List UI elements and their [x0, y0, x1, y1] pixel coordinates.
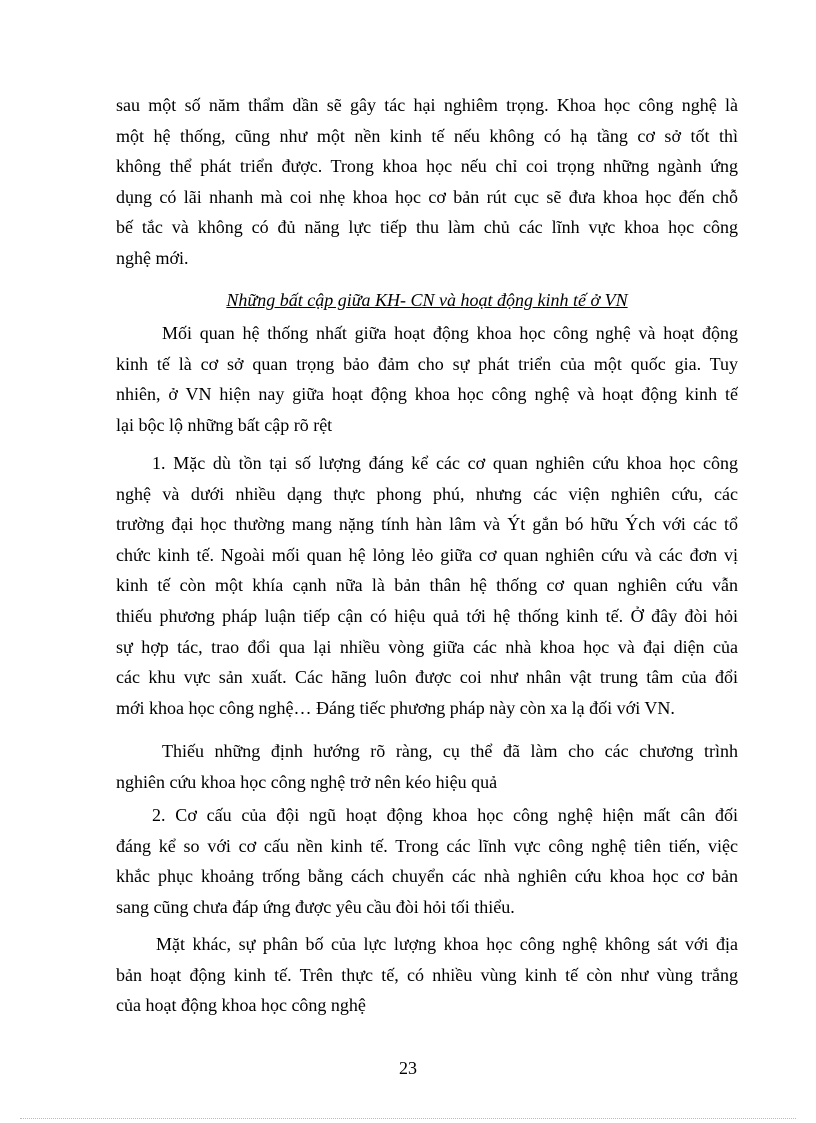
- text-line: kinh tế là cơ sở quan trọng bảo đảm cho sự phát triển của một quốc gia. Tuy: [116, 353, 738, 374]
- text-line: mới khoa học công nghệ… Đáng tiếc phương pháp này còn xa lạ đối với VN.: [116, 697, 675, 718]
- text-line: khắc phục khoảng trống bằng cách chuyển các nhà nghiên cứu khoa học cơ bản: [116, 866, 738, 887]
- paragraph-2: [116, 318, 738, 440]
- footer-divider: [20, 1118, 796, 1119]
- page-number: 23: [399, 1058, 417, 1078]
- text-line: sang cũng chưa đáp ứng được yêu cầu đòi hỏi tối thiểu.: [116, 896, 515, 917]
- paragraph-3: [116, 448, 738, 723]
- text-line: Mối quan hệ thống nhất giữa hoạt động khoa học công nghệ và hoạt động: [162, 323, 738, 343]
- text-line: kinh tế còn một khía cạnh nữa là bản thân hệ thống cơ quan nghiên cứu vẫn: [116, 575, 738, 596]
- section-heading: Những bất cập giữa KH- CN và hoạt động kinh tế ở VN: [226, 290, 628, 310]
- text-line: một hệ thống, cũng như một nền kinh tế nếu không có hạ tầng cơ sở tốt thì: [116, 125, 738, 146]
- text-line: Thiếu những định hướng rõ ràng, cụ thể đã làm cho các chương trình: [162, 741, 738, 761]
- text-line: sau một số năm thẩm dần sẽ gây tác hại nghiêm trọng. Khoa học công nghệ là: [116, 95, 738, 115]
- text-line: của hoạt động khoa học công nghệ: [116, 995, 366, 1016]
- text-line: sự hợp tác, trao đổi qua lại nhiều vòng giữa các nhà khoa học và đại diện của: [116, 636, 738, 657]
- text-line: chức kinh tế. Ngoài mối quan hệ lỏng lẻo giữa cơ quan nghiên cứu và các đơn vị: [116, 544, 738, 565]
- paragraph-1: [116, 90, 738, 274]
- paragraph-5: [116, 800, 738, 922]
- text-line: nhiên, ở VN hiện nay giữa hoạt động khoa học công nghệ và hoạt động kinh tế: [116, 384, 738, 405]
- text-line: Mặt khác, sự phân bố của lực lượng khoa học công nghệ không sát với địa: [156, 934, 738, 954]
- text-line: 1. Mặc dù tồn tại số lượng đáng kể các cơ quan nghiên cứu khoa học công: [152, 453, 738, 473]
- text-line: 2. Cơ cấu của đội ngũ hoạt động khoa học công nghệ hiện mất cân đối: [152, 805, 738, 825]
- text-line: không thể phát triển được. Trong khoa học nếu chỉ coi trọng những ngành ứng: [116, 156, 738, 177]
- text-line: lại bộc lộ những bất cập rõ rệt: [116, 414, 333, 435]
- text-line: bế tắc và không có đủ năng lực tiếp thu làm chủ các lĩnh vực khoa học công: [116, 217, 738, 238]
- text-line: thiếu phương pháp luận tiếp cận có hiệu quả tới hệ thống kinh tế. Ở đây đòi hỏi: [116, 605, 738, 626]
- text-line: nghệ và dưới nhiều dạng thực phong phú, nhưng các viện nghiên cứu, các: [116, 483, 738, 504]
- text-line: đáng kể so với cơ cấu nền kinh tế. Trong các lĩnh vực công nghệ tiên tiến, việc: [116, 835, 738, 856]
- text-line: trường đại học thường mang nặng tính hàn lâm và Ýt gắn bó hữu Ých với các tổ: [116, 514, 738, 535]
- paragraph-6: [116, 929, 738, 1021]
- text-line: nghiên cứu khoa học công nghệ trở nên kéo hiệu quả: [116, 771, 498, 792]
- text-line: bản hoạt động kinh tế. Trên thực tế, có nhiều vùng kinh tế còn như vùng trắng: [116, 964, 738, 985]
- text-line: dụng có lãi nhanh mà coi nhẹ khoa học cơ bản rút cục sẽ đưa khoa học đến chỗ: [116, 186, 738, 207]
- paragraph-4: [116, 736, 738, 797]
- text-line: nghệ mới.: [116, 247, 189, 268]
- text-line: các khu vực sản xuất. Các hãng luôn được coi như nhân vật trung tâm của đổi: [116, 667, 738, 688]
